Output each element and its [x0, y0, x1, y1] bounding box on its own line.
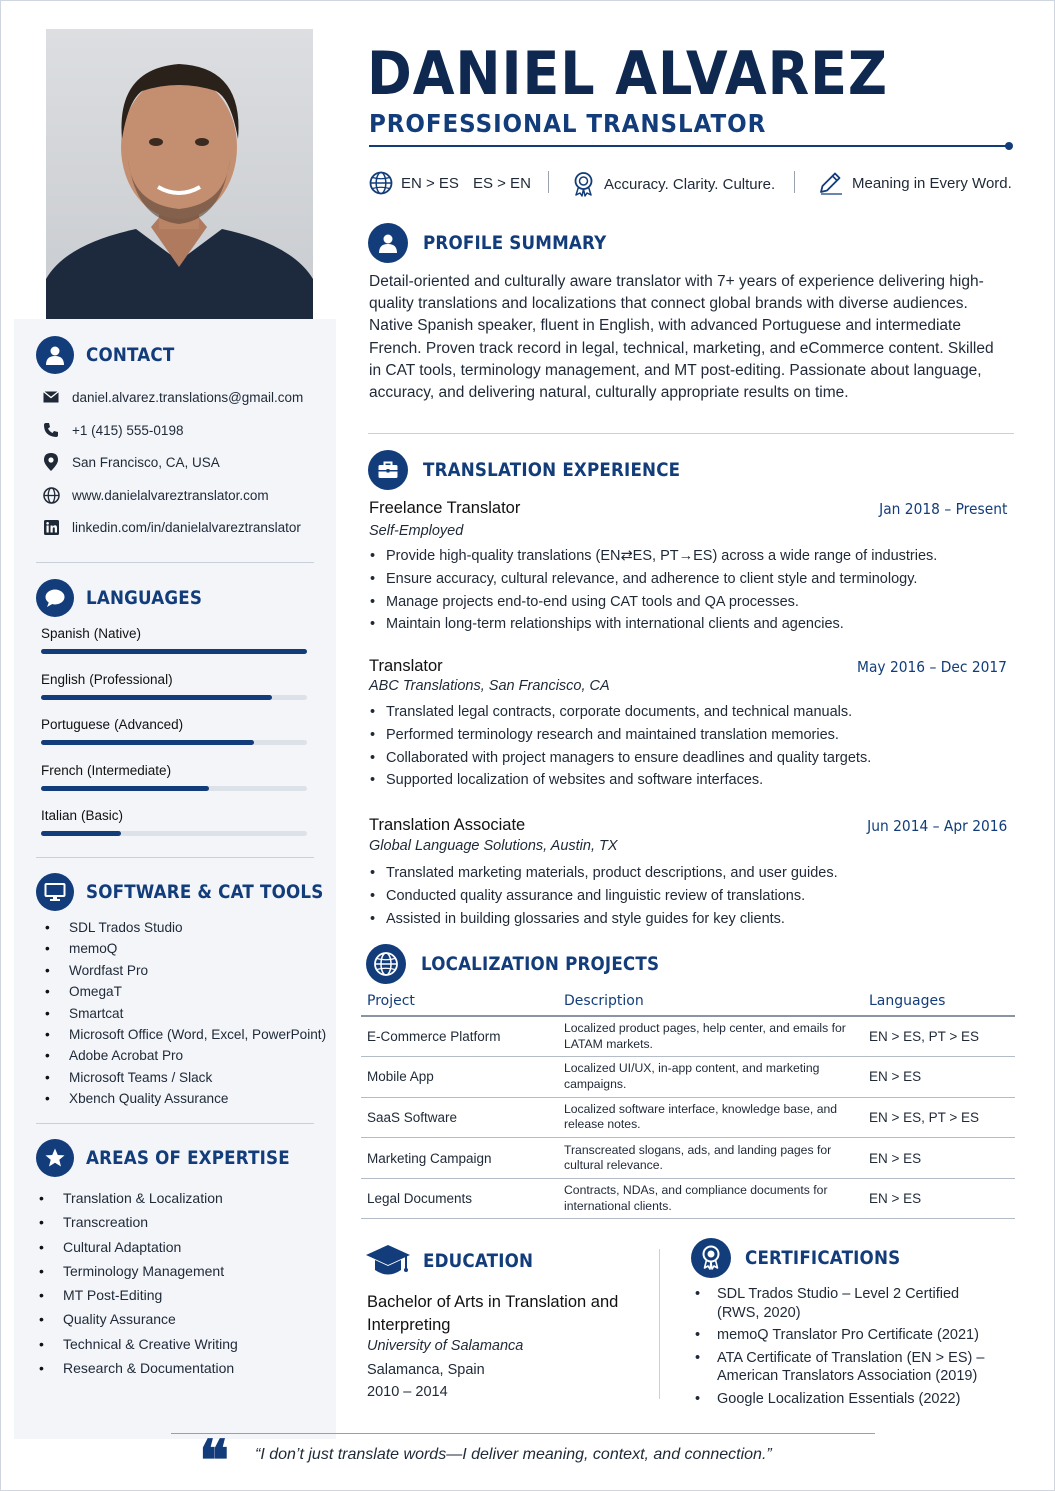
graduation-cap-icon: [365, 1241, 411, 1281]
project-name: Mobile App: [361, 1057, 558, 1098]
degree: Bachelor of Arts in Translation and Interpreting: [367, 1293, 619, 1334]
software-item: • Xbench Quality Assurance: [41, 1088, 326, 1109]
email-icon: [41, 388, 61, 406]
main-divider: [368, 433, 1014, 434]
software-item: • Smartcat: [41, 1003, 326, 1024]
motto-tag: [818, 171, 1012, 195]
education-heading: [365, 1241, 548, 1281]
expertise-item: • Cultural Adaptation: [35, 1235, 238, 1259]
software-list: [41, 917, 326, 1110]
language-item: [41, 626, 307, 654]
job-company: Self-Employed: [369, 523, 464, 539]
proficiency-track: [41, 649, 307, 654]
contact-phone[interactable]: [41, 421, 183, 439]
certification-item: • SDL Trados Studio – Level 2 Certified (RWS, 2020): [695, 1285, 995, 1322]
globe-icon: [366, 944, 406, 984]
job-company: ABC Translations, San Francisco, CA: [369, 678, 610, 694]
location-pin-icon: [41, 453, 61, 471]
table-row: [361, 1097, 1015, 1138]
values-tag: [571, 171, 775, 197]
monitor-icon: [36, 873, 74, 911]
project-languages: EN > ES: [863, 1057, 1015, 1098]
pencil-icon: [818, 171, 844, 195]
sidebar-divider: [36, 1123, 314, 1124]
project-languages: EN > ES, PT > ES: [863, 1097, 1015, 1138]
language-level: (Professional): [89, 672, 173, 687]
language-level: (Intermediate): [87, 763, 172, 778]
proficiency-track: [41, 695, 307, 700]
col-description: Description: [558, 989, 863, 1016]
phone-text: +1 (415) 555-0198: [72, 422, 184, 438]
proficiency-bar: [41, 786, 209, 791]
proficiency-track: [41, 831, 307, 836]
job-bullet: • Translated legal contracts, corporate documents, and technical manuals.: [369, 701, 871, 724]
full-name: DANIEL ALVAREZ: [367, 39, 888, 109]
proficiency-bar: [41, 831, 121, 836]
quote-mark-icon: ❝: [199, 1428, 230, 1491]
school-place: Salamanca, Spain: [367, 1362, 485, 1378]
motto-text: Meaning in Every Word.: [852, 174, 1012, 192]
language-level: (Basic): [81, 808, 124, 823]
language-item: [41, 672, 307, 700]
job-title: Freelance Translator: [369, 499, 521, 517]
software-item: • Microsoft Teams / Slack: [41, 1067, 326, 1088]
certifications-list: [695, 1285, 995, 1412]
table-row: [361, 1016, 1015, 1057]
expertise-heading: [36, 1139, 318, 1177]
experience-title: TRANSLATION EXPERIENCE: [423, 459, 681, 481]
job-title: Translator: [369, 657, 443, 675]
project-description: Localized product pages, help center, and emails for LATAM markets.: [558, 1016, 863, 1057]
project-name: SaaS Software: [361, 1097, 558, 1138]
project-description: Contracts, NDAs, and compliance documents for international clients.: [558, 1178, 863, 1219]
certifications-title: CERTIFICATIONS: [745, 1247, 901, 1269]
job-bullet: • Provide high-quality translations (EN⇄ES, PT→ES) across a wide range of industries.: [369, 545, 937, 568]
projects-title: LOCALIZATION PROJECTS: [421, 953, 660, 975]
expertise-item: • Research & Documentation: [35, 1356, 238, 1380]
header-rule-dot: [1005, 142, 1013, 150]
job-bullet: • Performed terminology research and maintained translation memories.: [369, 724, 871, 747]
language-label: Portuguese: [41, 717, 111, 732]
col-project: Project: [361, 989, 558, 1016]
expertise-item: • Translation & Localization: [35, 1186, 238, 1210]
proficiency-bar: [41, 695, 272, 700]
job-title: Translation Associate: [369, 816, 526, 834]
col-languages: Languages: [863, 989, 1015, 1016]
language-name: [41, 717, 307, 732]
location-text: San Francisco, CA, USA: [72, 454, 220, 470]
project-name: E-Commerce Platform: [361, 1016, 558, 1057]
job-company: Global Language Solutions, Austin, TX: [369, 838, 618, 854]
proficiency-bar: [41, 649, 307, 654]
projects-heading: [366, 944, 692, 984]
tag-separator: [794, 171, 795, 193]
software-item: • Adobe Acrobat Pro: [41, 1045, 326, 1066]
phone-icon: [41, 421, 61, 439]
summary-text: Detail-oriented and culturally aware translator with 7+ years of experience delivering high-quality translations and localizations that connect global brands with diverse audiences. Native Spanish speaker, fluent in English, with advanced Portuguese and intermediate French. Proven track record in legal, technical, marketing, and eCommerce content. Skilled in CAT tools, terminology management, and MT post-editing. Passionate about language, accuracy, and delivering natural, culturally appropriate results on time.: [369, 273, 994, 402]
table-header-row: [361, 989, 1015, 1016]
quote-text: “I don’t just translate words—I deliver meaning, context, and connection.”: [255, 1446, 772, 1463]
software-item: • Microsoft Office (Word, Excel, PowerPoint): [41, 1024, 326, 1045]
language-item: [41, 717, 307, 745]
language-item: [41, 763, 307, 791]
expertise-item: • Terminology Management: [35, 1259, 238, 1283]
contact-website[interactable]: [41, 486, 269, 504]
contact-email[interactable]: [41, 388, 303, 406]
language-name: [41, 672, 307, 687]
language-label: Spanish: [41, 626, 90, 641]
language-name: [41, 626, 307, 641]
language-name: [41, 808, 307, 823]
certifications-heading: [691, 1238, 922, 1278]
software-item: • OmegaT: [41, 981, 326, 1002]
experience-heading: [368, 450, 715, 490]
summary-title: PROFILE SUMMARY: [423, 232, 607, 254]
award-ribbon-icon: [691, 1238, 731, 1278]
project-description: Transcreated slogans, ads, and landing pages for cultural relevance.: [558, 1138, 863, 1179]
project-name: Marketing Campaign: [361, 1138, 558, 1179]
contact-heading: [36, 336, 187, 374]
language-label: Italian: [41, 808, 78, 823]
person-icon: [36, 336, 74, 374]
education-years: 2010 – 2014: [367, 1384, 448, 1400]
languages-title: LANGUAGES: [86, 587, 203, 609]
project-name: Legal Documents: [361, 1178, 558, 1219]
language-level: (Native): [93, 626, 142, 641]
job-bullets: [369, 701, 871, 792]
proficiency-track: [41, 786, 307, 791]
globe-icon: [41, 486, 61, 504]
certification-item: • Google Localization Essentials (2022): [695, 1390, 995, 1409]
contact-location: [41, 453, 220, 471]
expertise-list: [35, 1186, 238, 1380]
language-level: (Advanced): [114, 717, 184, 732]
speech-bubble-icon: [36, 579, 74, 617]
certification-item: • ATA Certificate of Translation (EN > ES) – American Translators Association (2019): [695, 1349, 995, 1386]
job-bullet: • Assisted in building glossaries and style guides for key clients.: [369, 908, 838, 931]
language-label: English: [41, 672, 86, 687]
projects-table: [361, 989, 1015, 1219]
job-bullet: • Ensure accuracy, cultural relevance, and adherence to client style and terminology.: [369, 568, 937, 591]
briefcase-icon: [368, 450, 408, 490]
star-icon: [36, 1139, 74, 1177]
expertise-item: • Quality Assurance: [35, 1307, 238, 1331]
certification-item: • memoQ Translator Pro Certificate (2021): [695, 1326, 995, 1345]
person-icon: [368, 223, 408, 263]
table-row: [361, 1057, 1015, 1098]
header-rule: [369, 145, 1009, 147]
expertise-item: • Transcreation: [35, 1210, 238, 1234]
job-bullet: • Collaborated with project managers to ensure deadlines and quality targets.: [369, 747, 871, 770]
education-title: EDUCATION: [423, 1250, 534, 1272]
project-description: Localized UI/UX, in-app content, and marketing campaigns.: [558, 1057, 863, 1098]
software-item: • memoQ: [41, 938, 326, 959]
sidebar-divider: [36, 857, 314, 858]
expertise-title: AREAS OF EXPERTISE: [86, 1147, 290, 1169]
job-dates: May 2016 – Dec 2017: [857, 658, 1007, 676]
proficiency-track: [41, 740, 307, 745]
award-ribbon-icon: [571, 171, 596, 197]
job-dates: Jan 2018 – Present: [878, 500, 1007, 518]
linkedin-text: linkedin.com/in/danielalvareztranslator: [72, 519, 301, 535]
quote-rule: [171, 1433, 875, 1434]
language-name: [41, 763, 307, 778]
expertise-item: • MT Post-Editing: [35, 1283, 238, 1307]
expertise-item: • Technical & Creative Writing: [35, 1332, 238, 1356]
project-languages: EN > ES: [863, 1178, 1015, 1219]
contact-title: CONTACT: [86, 344, 175, 366]
tag-separator: [548, 171, 549, 193]
job-bullet: • Manage projects end-to-end using CAT tools and QA processes.: [369, 591, 937, 614]
software-item: • SDL Trados Studio: [41, 917, 326, 938]
job-bullets: [369, 862, 838, 930]
pair-en-es: EN > ES: [401, 174, 459, 192]
job-bullet: • Conducted quality assurance and linguistic review of translations.: [369, 885, 838, 908]
table-row: [361, 1178, 1015, 1219]
globe-icon: [369, 171, 393, 195]
software-item: • Wordfast Pro: [41, 960, 326, 981]
table-row: [361, 1138, 1015, 1179]
language-item: [41, 808, 307, 836]
contact-linkedin[interactable]: [41, 518, 301, 536]
education-cert-divider: [659, 1249, 660, 1399]
linkedin-icon: [41, 518, 61, 536]
project-description: Localized software interface, knowledge base, and release notes.: [558, 1097, 863, 1138]
job-bullets: [369, 545, 937, 636]
software-heading: [36, 873, 356, 911]
project-languages: EN > ES: [863, 1138, 1015, 1179]
profile-photo: [46, 29, 313, 319]
sidebar-divider: [36, 562, 314, 563]
school: University of Salamanca: [367, 1338, 524, 1354]
job-bullet: • Translated marketing materials, product descriptions, and user guides.: [369, 862, 838, 885]
job-role: PROFESSIONAL TRANSLATOR: [369, 109, 767, 138]
website-text: www.danielalvareztranslator.com: [72, 487, 269, 503]
language-pairs-tag: [369, 171, 531, 195]
values-text: Accuracy. Clarity. Culture.: [604, 175, 776, 193]
email-text: daniel.alvarez.translations@gmail.com: [72, 389, 304, 405]
project-languages: EN > ES, PT > ES: [863, 1016, 1015, 1057]
languages-heading: [36, 579, 218, 617]
job-bullet: • Maintain long-term relationships with international clients and agencies.: [369, 613, 937, 636]
pair-es-en: ES > EN: [472, 174, 531, 192]
summary-heading: [368, 223, 631, 263]
job-dates: Jun 2014 – Apr 2016: [866, 817, 1007, 835]
job-bullet: • Supported localization of websites and software interfaces.: [369, 769, 871, 792]
language-label: French: [41, 763, 84, 778]
software-title: SOFTWARE & CAT TOOLS: [86, 881, 324, 903]
proficiency-bar: [41, 740, 254, 745]
